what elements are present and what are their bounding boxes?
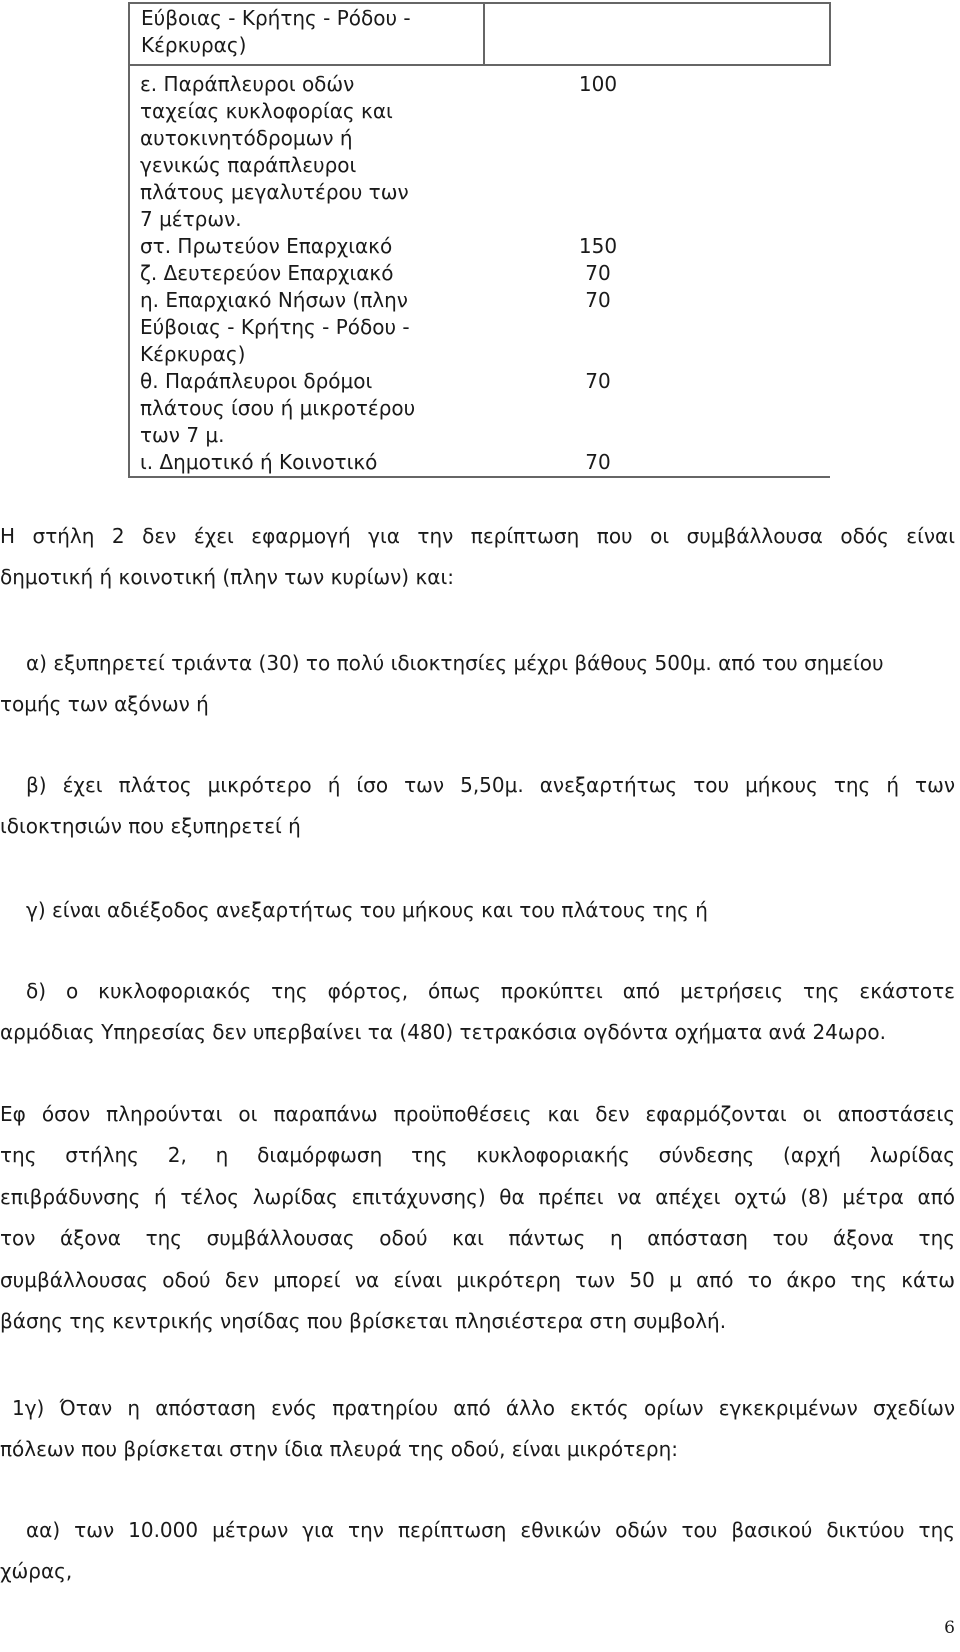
table-cell-merged (129, 65, 830, 477)
cell-line: στ. Πρωτεύον Επαρχιακό (140, 234, 393, 258)
paragraph-line: δ) ο κυκλοφοριακός της φόρτος, όπως προκύπτει από μετρήσεις της εκάστοτε (26, 979, 955, 1003)
distance-table (128, 2, 831, 478)
paragraph-line: β) έχει πλάτος μικρότερο ή ίσο των 5,50μ. ανεξαρτήτως του μήκους της ή των (26, 773, 955, 797)
table-cell-label (129, 3, 484, 65)
cell-line: 7 μέτρων. (140, 207, 242, 231)
paragraph-line: ιδιοκτησιών που εξυπηρετεί ή (0, 814, 301, 838)
cell-line: ε. Παράπλευροι οδών (140, 72, 355, 96)
paragraph-line: βάσης της κεντρικής νησίδας που βρίσκεται πλησιέστερα στη συμβολή. (0, 1309, 727, 1333)
cell-line: ι. Δημοτικό ή Κοινοτικό (140, 450, 378, 474)
paragraph-line: επιβράδυνσης ή τέλος λωρίδας επιτάχυνσης) θα πρέπει να απέχει οχτώ (8) μέτρα από (0, 1185, 955, 1209)
paragraph-line: τον άξονα της συμβάλλουσας οδού και πάντως η απόσταση του άξονα της (0, 1226, 955, 1250)
cell-line: Κέρκυρας) (140, 342, 246, 366)
distance-value: 70 (585, 369, 611, 393)
page-number: 6 (944, 1618, 955, 1638)
cell-line: θ. Παράπλευροι δρόμοι (140, 369, 373, 393)
paragraph-line: της στήλης 2, η διαμόρφωση της κυκλοφοριακής σύνδεσης (αρχή λωρίδας (0, 1143, 955, 1167)
cell-line: των 7 μ. (140, 423, 225, 447)
cell-line: Εύβοιας - Κρήτης - Ρόδου - (140, 315, 410, 339)
distance-value: 100 (578, 72, 618, 96)
cell-line: Κέρκυρας) (141, 33, 247, 57)
paragraph-line: συμβάλλουσας οδού δεν μπορεί να είναι μικρότερη των 50 μ από το άκρο της κάτω (0, 1268, 955, 1292)
cell-line: Εύβοιας - Κρήτης - Ρόδου - (141, 6, 411, 30)
table-row (129, 3, 830, 65)
cell-line: πλάτους μεγαλυτέρου των (140, 180, 409, 204)
paragraph-line: αρμόδιας Υπηρεσίας δεν υπερβαίνει τα (480) τετρακόσια ογδόντα οχήματα ανά 24ωρο. (0, 1020, 886, 1044)
cell-line: αυτοκινητόδρομων ή (140, 126, 353, 150)
cell-line: η. Επαρχιακό Νήσων (πλην (140, 288, 408, 312)
paragraph-line: τομής των αξόνων ή (0, 692, 209, 716)
paragraph-line: 1γ) Όταν η απόσταση ενός πρατηρίου από άλλο εκτός ορίων εγκεκριμένων σχεδίων (12, 1396, 955, 1420)
distance-value: 150 (578, 234, 618, 258)
paragraph-line: γ) είναι αδιέξοδος ανεξαρτήτως του μήκους και του πλάτους της ή (26, 898, 708, 922)
paragraph-line: αα) των 10.000 μέτρων για την περίπτωση εθνικών οδών του βασικού δικτύου της (26, 1518, 955, 1542)
paragraph-line: Εφ όσον πληρούνται οι παραπάνω προϋποθέσεις και δεν εφαρμόζονται οι αποστάσεις (0, 1102, 955, 1126)
table-cell-value (484, 3, 830, 65)
paragraph-line: χώρας, (0, 1559, 73, 1583)
paragraph-line: δημοτική ή κοινοτική (πλην των κυρίων) και: (0, 565, 454, 589)
cell-line: ζ. Δευτερεύον Επαρχιακό (140, 261, 394, 285)
cell-line: γενικώς παράπλευροι (140, 153, 357, 177)
paragraph-line: Η στήλη 2 δεν έχει εφαρμογή για την περίπτωση που οι συμβάλλουσα οδός είναι (0, 524, 955, 548)
paragraph-line: α) εξυπηρετεί τριάντα (30) το πολύ ιδιοκτησίες μέχρι βάθους 500μ. από του σημείου (26, 651, 884, 675)
distance-value: 70 (585, 261, 611, 285)
cell-line: πλάτους ίσου ή μικροτέρου (140, 396, 416, 420)
paragraph-line: πόλεων που βρίσκεται στην ίδια πλευρά της οδού, είναι μικρότερη: (0, 1437, 679, 1461)
distance-value: 70 (585, 450, 611, 474)
table-row (129, 65, 830, 477)
cell-line: ταχείας κυκλοφορίας και (140, 99, 393, 123)
distance-value: 70 (585, 288, 611, 312)
